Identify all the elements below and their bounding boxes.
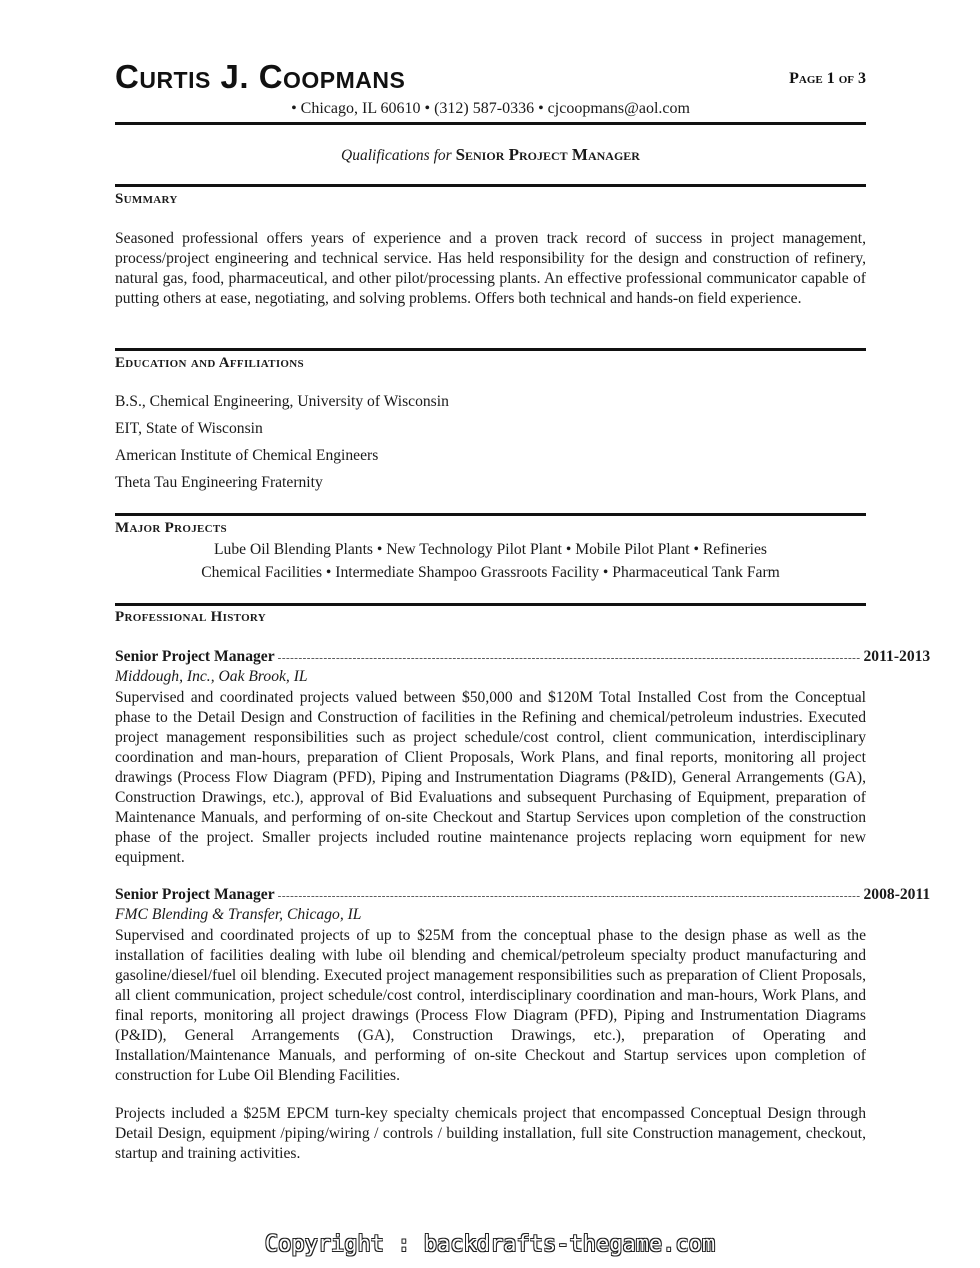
- job-title: Senior Project Manager: [115, 648, 275, 665]
- education-item: Theta Tau Engineering Fraternity: [115, 474, 323, 491]
- dotted-leader: --------------------------------------------------------------------------------------------------------------------------------------------: [277, 652, 861, 664]
- job-company: Middough, Inc., Oak Brook, IL: [115, 668, 308, 685]
- education-item: EIT, State of Wisconsin: [115, 420, 263, 437]
- projects-divider: [115, 513, 866, 516]
- contact-line: • Chicago, IL 60610 • (312) 587-0336 • cjcoopmans@aol.com: [291, 100, 690, 117]
- projects-line: Lube Oil Blending Plants • New Technology Pilot Plant • Mobile Pilot Plant • Refineries: [214, 541, 767, 558]
- education-item: B.S., Chemical Engineering, University of Wisconsin: [115, 393, 449, 410]
- job-title-row: [115, 886, 931, 906]
- candidate-name: Curtis J. Coopmans: [115, 58, 406, 95]
- job-description: Supervised and coordinated projects valued between $50,000 and $120M Total Installed Cost from the Conceptual phase to the Detail Design and Construction of facilities in the Refining and chemical/petroleum industries. Executed project management responsibilities such as project schedule/cost control, client communication, interdisciplinary coordination and man-hours, preparation of Client Proposals, Work Plans, and final reports, monitoring all project drawings (Process Flow Diagram (PFD), Piping and Instrumentation Diagrams (P&ID), General Arrangements (GA), Construction Drawings, etc.), approval of Bid Evaluations and subsequent Purchasing of Equipment, preparation of Maintenance Manuals, and performing of on-site Checkout and Startup Services upon completion of the construction phase of the project. Smaller projects included routine maintenance projects replacing worn equipment for new equipment.: [115, 689, 866, 866]
- summary-text: Seasoned professional offers years of experience and a proven track record of success in project management, process/project engineering and technical service. Has held responsibility for the design and construction of refinery, natural gas, food, pharmaceutical, and other pilot/processing plants. An effective professional communicator capable of putting others at ease, negotiating, and solving problems. Offers both technical and hands-on field experience.: [115, 230, 866, 307]
- history-heading: Professional History: [115, 609, 267, 625]
- resume-header: [115, 58, 866, 98]
- job-company: FMC Blending & Transfer, Chicago, IL: [115, 906, 362, 923]
- job-title: Senior Project Manager: [115, 886, 275, 903]
- education-item: American Institute of Chemical Engineers: [115, 447, 379, 464]
- qualifications-line: [115, 145, 866, 165]
- job-title-row: [115, 648, 931, 668]
- watermark: Copyright : backdrafts-thegame.com: [264, 1232, 716, 1257]
- job-years: 2011-2013: [863, 648, 931, 665]
- job-years: 2008-2011: [863, 886, 931, 903]
- projects-line: Chemical Facilities • Intermediate Shampoo Grassroots Facility • Pharmaceutical Tank Farm: [201, 564, 780, 581]
- projects-heading: Major Projects: [115, 520, 227, 536]
- dotted-leader: --------------------------------------------------------------------------------------------------------------------------------------------: [277, 890, 861, 902]
- page-number: Page 1 of 3: [789, 70, 866, 87]
- header-divider: [115, 122, 866, 125]
- education-heading: Education and Affiliations: [115, 355, 304, 371]
- qualifications-prefix: Qualifications for: [341, 147, 452, 164]
- job-description: Supervised and coordinated projects of up to $25M from the conceptual phase to the design phase as well as the installation of facilities dealing with lube oil blending and chemical/petroleum specialty product manufacturing and gasoline/diesel/fuel oil blending. Executed project management responsibilities such as preparation of Client Proposals, all client communication, project schedule/cost control, interdisciplinary coordination and man-hours, Work Plans, and final reports, monitoring all project drawings (Process Flow Diagram (PFD), Piping and Instrumentation Diagrams (P&ID), General Arrangements (GA), Construction Drawings, etc.), preparation of Operating and Installation/Maintenance Manuals, and performing of on-site Checkout and Startup services upon completion of construction for Lube Oil Blending Facilities.: [115, 927, 866, 1084]
- qualifications-divider: [115, 184, 866, 187]
- target-position: Senior Project Manager: [455, 145, 640, 164]
- job-projects-note: Projects included a $25M EPCM turn-key specialty chemicals project that encompassed Conceptual Design through Detail Design, equipment /piping/wiring / controls / building installation, full site Construction management, checkout, startup and training activities.: [115, 1105, 866, 1162]
- history-divider: [115, 603, 866, 606]
- summary-heading: Summary: [115, 191, 178, 207]
- education-divider: [115, 348, 866, 351]
